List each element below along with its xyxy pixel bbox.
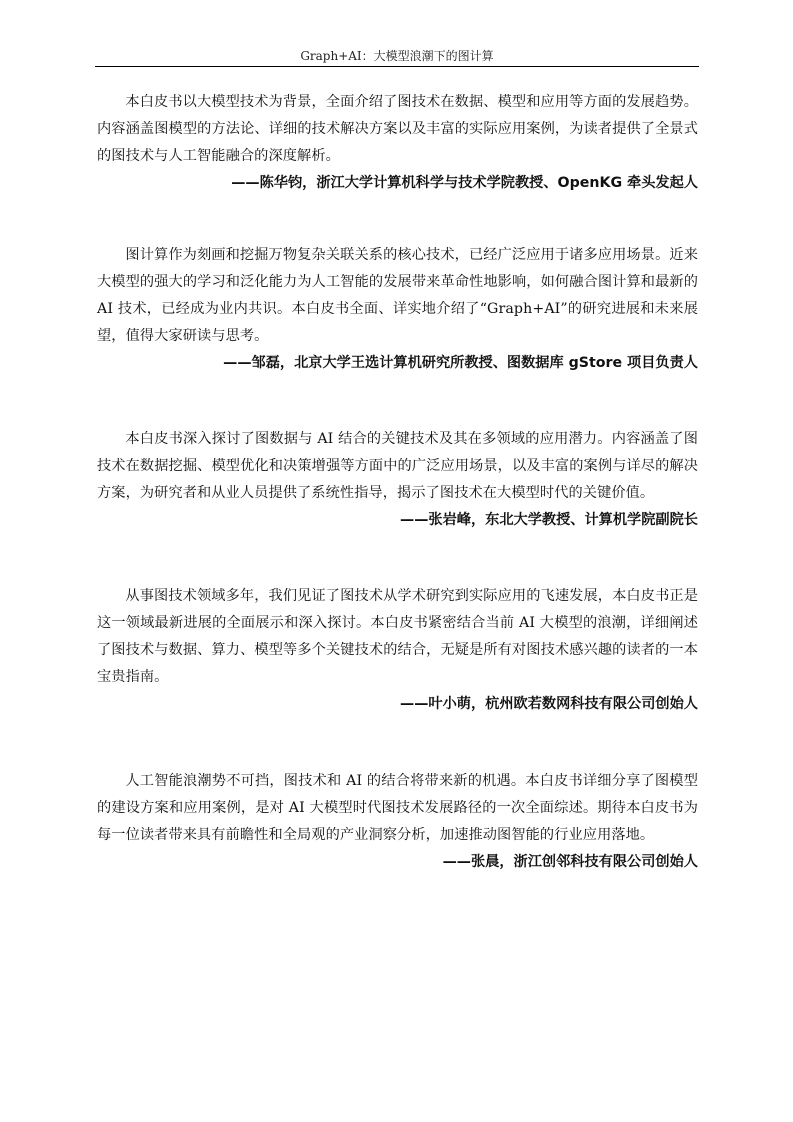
endorsement-text: 本白皮书深入探讨了图数据与 AI 结合的关键技术及其在多领域的应用潜力。内容涵盖了图技术在数据挖掘、模型优化和决策增强等方面中的广泛应用场景，以及丰富的案例与详尽的解决方案，为研究者和从业人员提供了系统性指导，揭示了图技术在大模型时代的关键价值。	[97, 431, 698, 501]
header-divider	[95, 66, 699, 67]
endorsement-block	[97, 583, 698, 718]
endorsement-text: 从事图技术领域多年，我们见证了图技术从学术研究到实际应用的飞速发展，本白皮书正是这一领域最新进展的全面展示和深入探讨。本白皮书紧密结合当前 AI 大模型的浪潮，详细阐述了图技术与数据、算力、模型等多个关键技术的结合，无疑是所有对图技术感兴趣的读者的一本宝贵指南。	[97, 588, 698, 685]
endorsement-signature: ——张岩峰，东北大学教授、计算机学院副院长	[400, 512, 698, 528]
endorsement-signature: ——陈华钧，浙江大学计算机科学与技术学院教授、OpenKG 牵头发起人	[231, 175, 698, 191]
running-header-title: Graph+AI：大模型浪潮下的图计算	[300, 49, 494, 63]
endorsement-signature: ——张晨，浙江创邻科技有限公司创始人	[442, 854, 698, 870]
endorsement-block	[97, 89, 698, 197]
endorsement-signature: ——邹磊，北京大学王选计算机研究所教授、图数据库 gStore 项目负责人	[223, 355, 698, 371]
endorsement-signature: ——叶小萌，杭州欧若数网科技有限公司创始人	[400, 696, 698, 712]
endorsement-text: 本白皮书以大模型技术为背景，全面介绍了图技术在数据、模型和应用等方面的发展趋势。内容涵盖图模型的方法论、详细的技术解决方案以及丰富的实际应用案例，为读者提供了全景式的图技术与人工智能融合的深度解析。	[97, 94, 698, 164]
endorsement-block	[97, 426, 698, 534]
endorsement-text: 图计算作为刻画和挖掘万物复杂关联关系的核心技术，已经广泛应用于诸多应用场景。近来大模型的强大的学习和泛化能力为人工智能的发展带来革命性地影响，如何融合图计算和最新的 AI 技术，已经成为业内共识。本白皮书全面、详实地介绍了“Graph+AI”的研究进展和未来展望，值得大家研读与思考。	[97, 247, 698, 344]
endorsement-block	[97, 768, 698, 876]
endorsement-block	[97, 242, 698, 377]
endorsement-text: 人工智能浪潮势不可挡，图技术和 AI 的结合将带来新的机遇。本白皮书详细分享了图模型的建设方案和应用案例，是对 AI 大模型时代图技术发展路径的一次全面综述。期待本白皮书为每一位读者带来具有前瞻性和全局观的产业洞察分析，加速推动图智能的行业应用落地。	[97, 773, 698, 843]
